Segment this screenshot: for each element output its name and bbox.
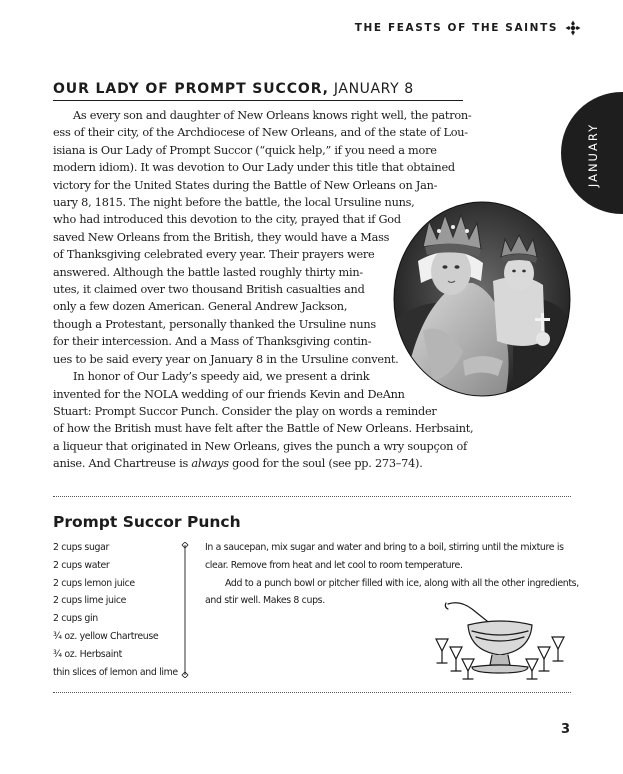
ingredient-item: 2 cups water xyxy=(53,559,110,571)
body-line: In honor of Our Lady’s speedy aid, we present a drink xyxy=(73,370,370,384)
body-line: of Thanksgiving celebrated every year. Their prayers were xyxy=(53,248,375,262)
body-line-last-start: anise. And Chartreuse is xyxy=(53,457,192,471)
body-line-last xyxy=(53,455,471,472)
dotted-divider xyxy=(53,496,571,497)
article-title xyxy=(53,80,463,101)
article-title-saint: OUR LADY OF PROMPT SUCCOR, xyxy=(53,81,329,97)
body-line: though a Protestant, personally thanked the Ursuline nuns xyxy=(53,317,376,331)
running-head xyxy=(355,20,581,36)
body-line: saved New Orleans from the British, they would have a Mass xyxy=(53,230,390,244)
instruction-line: Add to a punch bowl or pitcher filled with ice, along with all the other ingredients, xyxy=(225,577,579,589)
body-emphasis: always xyxy=(191,457,229,471)
ingredient-item: ¾ oz. yellow Chartreuse xyxy=(53,630,159,642)
body-line: a liqueur that originated in New Orleans, gives the punch a wry soupçon of xyxy=(53,439,467,453)
body-line: uary 8, 1815. The night before the battle, the local Ursuline nuns, xyxy=(53,196,415,210)
recipe-instructions xyxy=(205,539,579,610)
instruction-line: and stir well. Makes 8 cups. xyxy=(205,595,325,607)
recipe-title: Prompt Succor Punch xyxy=(53,513,241,531)
body-line: invented for the NOLA wedding of our friends Kevin and DeAnn xyxy=(53,387,405,401)
body-line-last-tail: good for the soul (see pp. 273–74). xyxy=(228,457,423,471)
body-line: victory for the United States during the Battle of New Orleans on Jan- xyxy=(53,178,438,192)
ingredient-item: thin slices of lemon and lime xyxy=(53,666,178,678)
ingredient-item: 2 cups lemon juice xyxy=(53,577,135,589)
body-line: of how the British must have felt after the Battle of New Orleans. Herbsaint, xyxy=(53,422,474,436)
ingredient-item: ¾ oz. Herbsaint xyxy=(53,648,122,660)
ingredient-item: 2 cups lime juice xyxy=(53,595,127,607)
body-line: ess of their city, of the Archdiocese of New Orleans, and of the state of Lou- xyxy=(53,126,468,140)
page-number: 3 xyxy=(560,722,570,737)
punch-bowl-illustration xyxy=(432,601,568,681)
section-tab-label: JANUARY xyxy=(586,122,600,188)
running-head-text: THE FEASTS OF THE SAINTS xyxy=(354,22,558,34)
ingredient-item: 2 cups gin xyxy=(53,613,98,625)
body-line: modern idiom). It was devotion to Our Lady under this title that obtained xyxy=(53,161,455,175)
body-line: ues to be said every year on January 8 in the Ursuline convent. xyxy=(53,352,399,366)
ingredient-item: 2 cups sugar xyxy=(53,542,110,553)
dotted-divider xyxy=(53,692,571,693)
instruction-line: clear. Remove from heat and let cool to room temperature. xyxy=(205,559,463,571)
body-line: As every son and daughter of New Orleans knows right well, the patron- xyxy=(73,109,472,122)
article-title-date: JANUARY 8 xyxy=(328,81,414,97)
body-line: for their intercession. And a Mass of Thanksgiving contin- xyxy=(53,335,372,349)
body-line: utes, it claimed over two thousand British casualties and xyxy=(53,283,365,297)
ingredients-divider-line xyxy=(181,542,189,678)
body-line: Stuart: Prompt Succor Punch. Consider the play on words a reminder xyxy=(53,404,437,418)
ingredients-list xyxy=(53,539,178,681)
body-line: only a few dozen American. General Andrew Jackson, xyxy=(53,300,348,314)
instruction-line: In a saucepan, mix sugar and water and bring to a boil, stirring until the mixture is xyxy=(205,542,564,553)
madonna-statue-illustration xyxy=(393,201,571,397)
body-line: who had introduced this devotion to the city, prayed that if God xyxy=(53,213,401,227)
body-line: answered. Although the battle lasted roughly thirty min- xyxy=(53,265,363,279)
body-line: isiana is Our Lady of Prompt Succor (“quick help,” if you need a more xyxy=(53,143,437,157)
cross-ornament-icon xyxy=(565,20,581,36)
